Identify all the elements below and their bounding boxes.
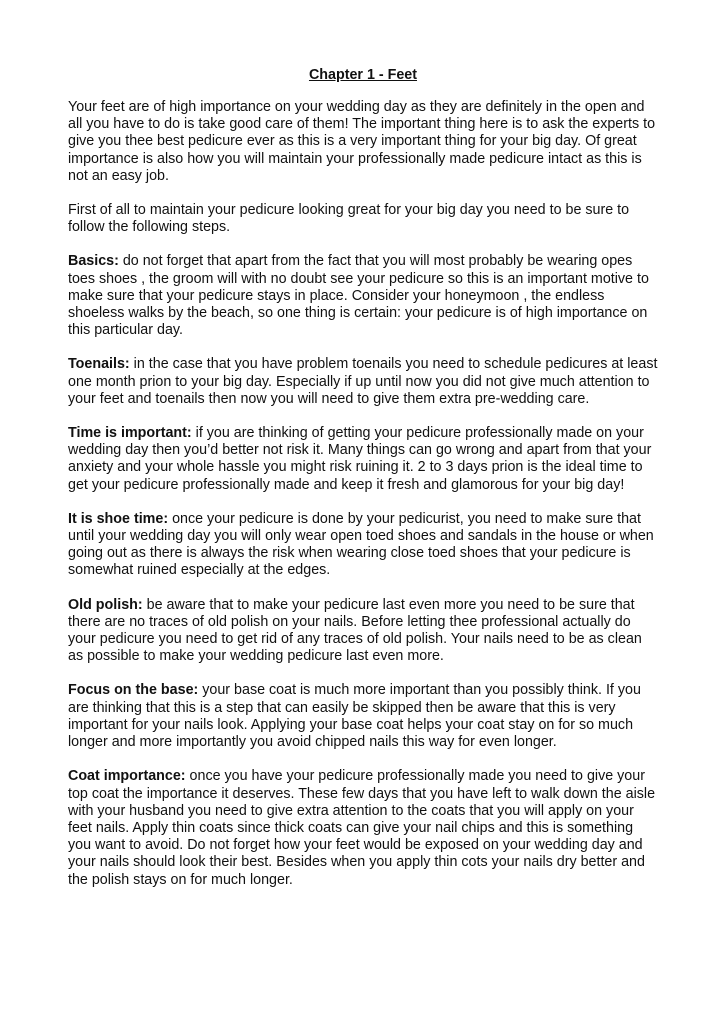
section-coat-importance bbox=[68, 768, 658, 888]
section-heading: It is shoe time: bbox=[68, 510, 169, 527]
section-toenails bbox=[68, 356, 658, 408]
section-time-is-important bbox=[68, 425, 658, 494]
section-heading: Old polish: bbox=[68, 596, 143, 613]
section-heading: Basics: bbox=[68, 253, 119, 270]
section-heading: Focus on the base: bbox=[68, 682, 199, 699]
section-text: once you have your pedicure professionally made you need to give your top coat the importance it deserves. These few days that you have left to walk down the aisle with your husband you need to give extra attention to the coats that you will apply on your feet nails. Apply thin coats since thick coats can give your nail chips and this is something you want to avoid. Do not forget how your feet would be exposed on your wedding day and your nails should look their best. Besides when you apply thin cots your nails dry better and the polish stays on for much longer. bbox=[68, 768, 656, 888]
section-heading: Toenails: bbox=[68, 356, 130, 373]
section-text: do not forget that apart from the fact that you will most probably be wearing opes toes shoes , the groom will with no doubt see your pedicure so this is an important motive to make sure that your pedicure stays in place. Consider your honeymoon , the endless shoeless walks by the beach, so one thing is certain: your pedicure is of high importance on this particular day. bbox=[68, 253, 649, 339]
section-text: if you are thinking of getting your pedicure professionally made on your wedding day then you’d better not risk it. Many things can go wrong and apart from that your anxiety and your whole hassle you might risk ruining it. 2 to 3 days prion is the ideal time to get your pedicure professionally made and keep it fresh and glamorous for your big day! bbox=[68, 425, 652, 493]
section-basics bbox=[68, 253, 658, 339]
section-text: your base coat is much more important than you possibly think. If you are thinking that this is a step that can easily be skipped then be aware that this is very important for your nails look. Applying your base coat helps your coat stay on for so much longer and more importantly you avoid chipped nails this way for even longer. bbox=[68, 682, 641, 751]
section-heading: Time is important: bbox=[68, 425, 192, 442]
document-page bbox=[68, 66, 658, 906]
section-text: be aware that to make your pedicure last even more you need to be sure that there are no traces of old polish on your nails. Before letting thee professional actually do your pedicure you need to get rid of any traces of old polish. Your nails need to be as clean as possible to make your wedding pedicure last even more. bbox=[68, 596, 642, 665]
section-text: once your pedicure is done by your pedicurist, you need to make sure that until your wedding day you will only wear open toed shoes and sandals in the house or when going out as there is always the risk when wearing close toed shoes that your pedicure is somewhat ruined especially at the edges. bbox=[68, 510, 654, 579]
section-shoe-time bbox=[68, 511, 658, 580]
intro-paragraph: First of all to maintain your pedicure looking great for your big day you need to be sure to follow the following steps. bbox=[68, 202, 630, 236]
section-focus-on-the-base bbox=[68, 682, 658, 751]
section-text: in the case that you have problem toenails you need to schedule pedicures at least one month prion to your big day. Especially if up until now you did not give much attention to your feet and toenails then now you will need to give them extra pre-wedding care. bbox=[68, 356, 658, 407]
intro-paragraph: Your feet are of high importance on your wedding day as they are definitely in the open and all you have to do is take good care of them! The important thing here is to ask the experts to give you thee best pedicure ever as this is a very important thing for your big day. Of great importance is also how you will maintain your professionally made pedicure intact as this is not an easy job. bbox=[68, 99, 656, 184]
chapter-title: Chapter 1 - Feet bbox=[308, 67, 418, 83]
section-heading: Coat importance: bbox=[68, 768, 186, 785]
section-old-polish bbox=[68, 597, 658, 666]
